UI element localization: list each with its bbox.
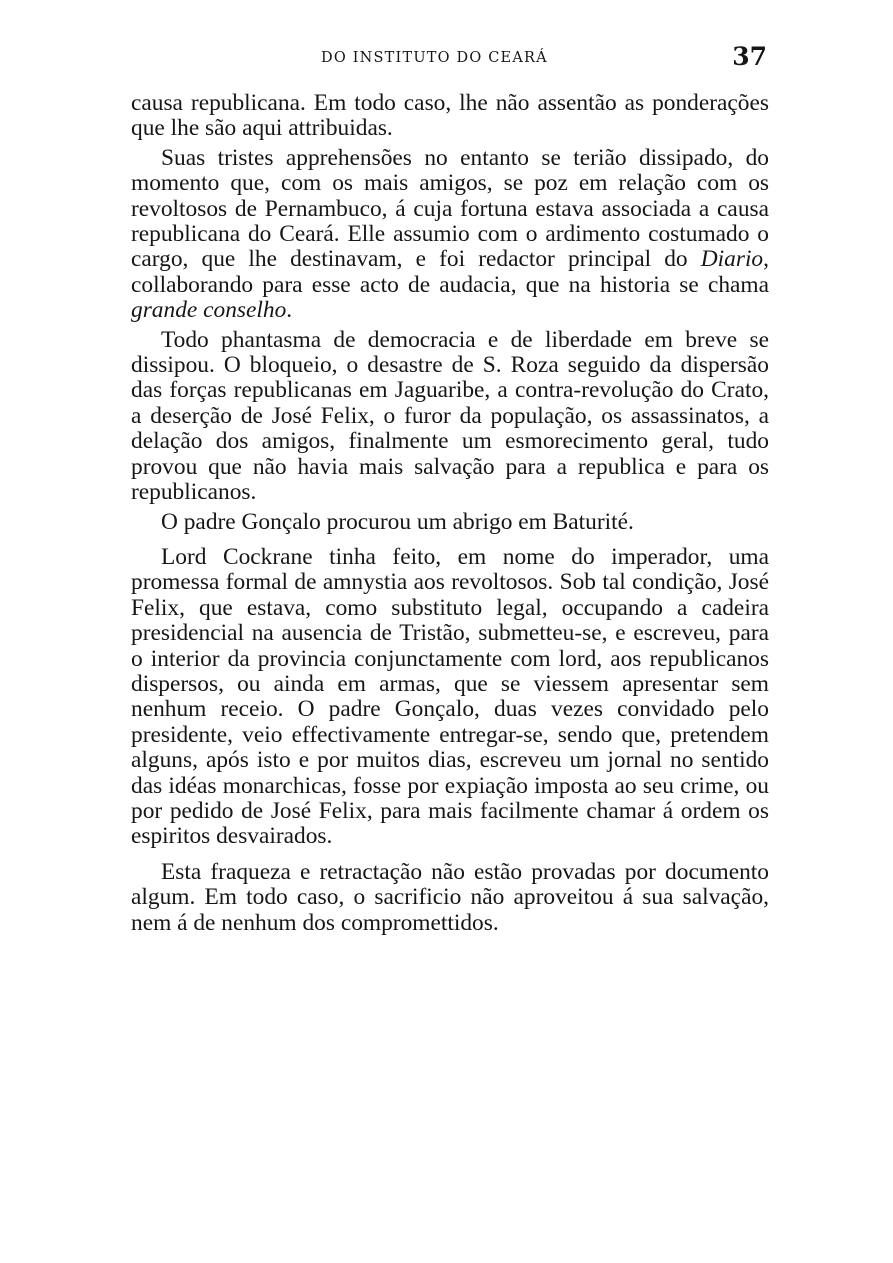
book-page (131, 44, 769, 940)
italic-text: Diario (700, 246, 764, 273)
text-segment: . (286, 297, 293, 324)
paragraph-1 (131, 91, 769, 142)
text-segment: causa republicana. Em todo caso, lhe não assentão as ponderações que lhe são aqui attribuidas. (131, 90, 769, 142)
page-number: 37 (732, 42, 767, 71)
running-head (131, 44, 769, 80)
body-text (131, 91, 769, 936)
paragraph-5 (131, 545, 769, 850)
text-segment: Esta fraqueza e retractação não estão provadas por documento algum. Em todo caso, o sacrificio não aproveitou á sua salvação, nem á de nenhum dos compromettidos. (131, 858, 769, 936)
italic-text: grande conselho (131, 297, 287, 324)
text-segment: , collaborando para esse acto de audacia, que na historia se chama (131, 246, 769, 298)
running-title: DO INSTITUTO DO CEARÁ (321, 50, 548, 66)
paragraph-6 (131, 860, 769, 936)
text-segment: Lord Cockrane tinha feito, em nome do imperador, uma promessa formal de amnystia aos revoltosos. Sob tal condição, José Felix, que estava, como substituto legal, occupando a cadeira presidencial na ausencia de Tristão, submetteu-se, e escreveu, para o interior da provincia conjunctamente com lord, aos republicanos dispersos, ou ainda em armas, que se viessem apresentar sem nenhum receio. O padre Gonçalo, duas vezes convidado pelo presidente, veio effectivamente entregar-se, sendo que, pretendem alguns, após isto e por muitos dias, escreveu um jornal no sentido das idéas monarchicas, fosse por expiação imposta ao seu crime, ou por pedido de José Felix, para mais facilmente chamar á ordem os espiritos desvairados. (131, 543, 769, 850)
text-segment: Todo phantasma de democracia e de liberdade em breve se dissipou. O bloqueio, o desastre de S. Roza seguido da dispersão das forças republicanas em Jaguaribe, a contra-revolução do Crato, a deserção de José Felix, o furor da população, os assassinatos, a delação dos amigos, finalmente um esmorecimento geral, tudo provou que não havia mais salvação para a republica e para os republicanos. (131, 326, 769, 506)
paragraph-4 (131, 510, 769, 535)
text-segment: Suas tristes apprehensões no entanto se terião dissipado, do momento que, com os mais amigos, se poz em relação com os revoltosos de Pernambuco, á cuja fortuna estava associada a causa republicana do Ceará. Elle assumio com o ardimento costumado o cargo, que lhe destinavam, e foi redactor principal do (131, 144, 769, 273)
text-segment: O padre Gonçalo procurou um abrigo em Baturité. (161, 508, 634, 535)
paragraph-2 (131, 146, 769, 324)
paragraph-3 (131, 328, 769, 506)
